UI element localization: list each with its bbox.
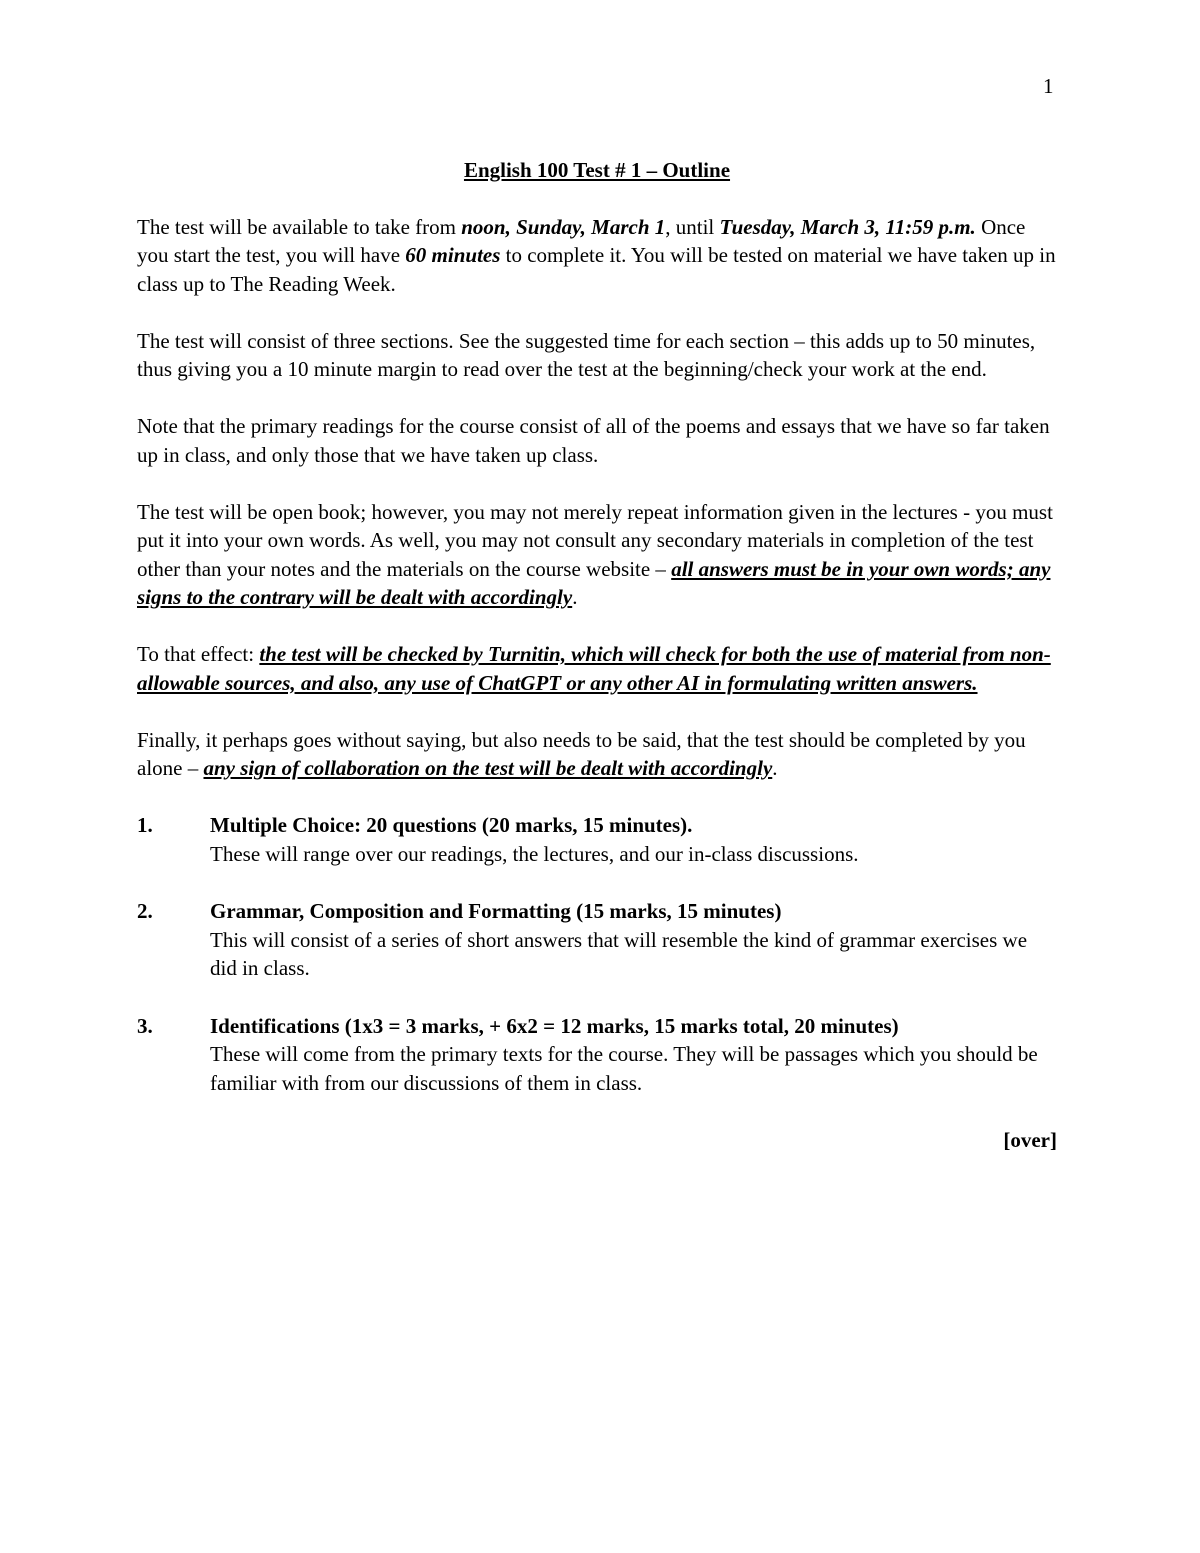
text-run: . (772, 756, 778, 780)
turnitin-warning: the test will be checked by Turnitin, which will check for both the use of material from non-allowable sources, and also, any use of ChatGPT or any other AI in formulating written answers. (137, 642, 1051, 695)
text-run: The test will be open book; however, you may not merely repeat information given in the lectures - you must put it into your own words. As well, you may not consult any secondary materials in completion of the test other than your notes and the materials on the course website – (137, 499, 1053, 581)
document-body (137, 156, 1057, 1155)
start-time: noon, Sunday, March 1 (461, 214, 666, 239)
over-label: [over] (1003, 1128, 1057, 1152)
test-sections-list (137, 811, 1057, 1097)
own-words-warning: all answers must be in your own words; any signs to the contrary will be dealt with accordingly (137, 556, 1051, 609)
section-description: These will range over our readings, the lectures, and our in-class discussions. (210, 841, 859, 866)
section-number: 2. (137, 899, 153, 923)
end-time: Tuesday, March 3, 11:59 p.m. (719, 214, 976, 239)
section-heading: Grammar, Composition and Formatting (15 marks, 15 minutes) (210, 899, 782, 923)
availability-paragraph (137, 213, 1057, 299)
section-heading: Identifications (1x3 = 3 marks, + 6x2 = 12 marks, 15 marks total, 20 minutes) (210, 1013, 899, 1038)
turnitin-paragraph (137, 640, 1057, 697)
collaboration-warning: any sign of collaboration on the test will be dealt with accordingly (203, 756, 773, 780)
section-body (210, 811, 1057, 868)
text-run: , until (665, 214, 720, 239)
document-title: English 100 Test # 1 – Outline (463, 158, 731, 182)
text-run: . (572, 585, 578, 609)
section-number: 1. (137, 813, 153, 837)
sections-paragraph: The test will consist of three sections. See the suggested time for each section – this adds up to 50 minutes, thus giving you a 10 minute margin to read over the test at the beginning/check your work at the end. (137, 328, 1036, 381)
list-item (137, 811, 1057, 868)
text-run: Once you start the test, you will have (137, 214, 1026, 267)
text-run: The test will be available to take from (137, 214, 462, 239)
text-run: To that effect: (137, 642, 260, 666)
section-heading: Multiple Choice: 20 questions (20 marks, 15 minutes). (210, 813, 693, 837)
text-run: to complete it. You will be tested on material we have taken up in class up to The Reading Week. (137, 243, 1056, 296)
section-body (210, 897, 1057, 983)
page-number: 1 (1043, 74, 1054, 98)
open-book-paragraph (137, 498, 1057, 612)
section-description: This will consist of a series of short answers that will resemble the kind of grammar exercises we did in class. (210, 927, 1028, 980)
readings-paragraph: Note that the primary readings for the course consist of all of the poems and essays that we have so far taken up in class, and only those that we have taken up class. (137, 414, 1050, 467)
list-item (137, 1012, 1057, 1098)
duration: 60 minutes (405, 243, 501, 267)
list-item (137, 897, 1057, 983)
text-run: Finally, it perhaps goes without saying, but also needs to be said, that the test should be completed by you alone – (137, 727, 1026, 780)
collaboration-paragraph (137, 726, 1057, 783)
section-description: These will come from the primary texts for the course. They will be passages which you should be familiar with from our discussions of them in class. (210, 1042, 1038, 1095)
section-number: 3. (137, 1013, 153, 1038)
section-body (210, 1012, 1057, 1098)
